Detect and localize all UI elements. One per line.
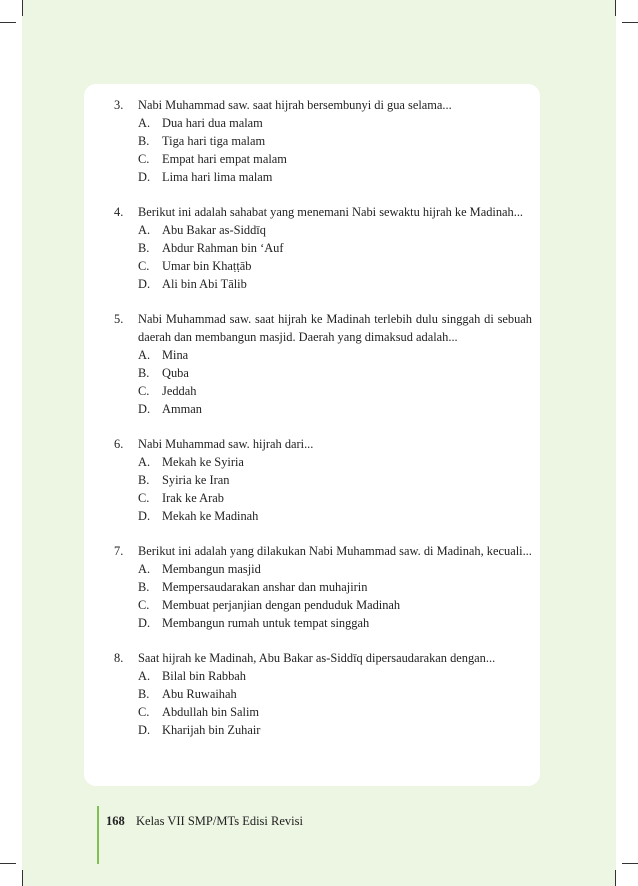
answer-option (138, 453, 532, 471)
option-letter: B. (138, 580, 150, 594)
answer-options (114, 453, 532, 525)
answer-option (138, 382, 532, 400)
answer-option (138, 114, 532, 132)
option-text: Mina (162, 348, 189, 362)
question-number: 8. (114, 651, 124, 665)
question-number: 3. (114, 98, 124, 112)
question-number: 7. (114, 544, 124, 558)
answer-option (138, 471, 532, 489)
question-item (114, 310, 532, 418)
question-text: Nabi Muhammad saw. hijrah dari... (138, 437, 314, 451)
crop-mark-top-left-v (22, 0, 23, 16)
question-number: 5. (114, 312, 124, 326)
option-letter: C. (138, 384, 150, 398)
question-text: Berikut ini adalah yang dilakukan Nabi Muhammad saw. di Madinah, kecuali... (138, 544, 532, 558)
answer-options (114, 346, 532, 418)
question-text: Berikut ini adalah sahabat yang menemani Nabi sewaktu hijrah ke Madinah... (138, 205, 524, 219)
question-stem (114, 310, 532, 346)
page-number: 168 (106, 814, 125, 828)
question-stem (114, 203, 532, 221)
question-item (114, 542, 532, 632)
option-letter: D. (138, 277, 151, 291)
option-text: Abdullah bin Salim (162, 705, 260, 719)
option-letter: A. (138, 116, 151, 130)
option-text: Syiria ke Iran (162, 473, 230, 487)
option-text: Irak ke Arab (162, 491, 224, 505)
question-stem (114, 96, 532, 114)
option-text: Mempersaudarakan anshar dan muhajirin (162, 580, 368, 594)
footer-accent-bar (97, 806, 99, 864)
answer-option (138, 221, 532, 239)
question-item (114, 649, 532, 739)
answer-option (138, 489, 532, 507)
option-letter: B. (138, 473, 150, 487)
question-text: Nabi Muhammad saw. saat hijrah ke Madinah terlebih dulu singgah di sebuah daerah dan membangun masjid. Daerah yang dimaksud adalah... (138, 312, 532, 344)
question-text: Saat hijrah ke Madinah, Abu Bakar as-Siddīq dipersaudarakan dengan... (138, 651, 496, 665)
answer-option (138, 560, 532, 578)
answer-options (114, 114, 532, 186)
option-text: Mekah ke Syiria (162, 455, 244, 469)
option-text: Lima hari lima malam (162, 170, 273, 184)
option-letter: B. (138, 687, 150, 701)
answer-option (138, 721, 532, 739)
question-item (114, 96, 532, 186)
option-letter: D. (138, 723, 151, 737)
option-letter: A. (138, 348, 151, 362)
question-stem (114, 542, 532, 560)
answer-option (138, 400, 532, 418)
option-letter: A. (138, 223, 151, 237)
crop-mark-top-right-v (615, 0, 616, 16)
option-text: Abdur Rahman bin ‘Auf (162, 241, 284, 255)
option-letter: A. (138, 669, 151, 683)
option-letter: A. (138, 562, 151, 576)
question-number: 4. (114, 205, 124, 219)
crop-mark-top-right-h (622, 22, 638, 23)
crop-mark-bottom-right-h (622, 863, 638, 864)
option-text: Quba (162, 366, 189, 380)
option-text: Dua hari dua malam (162, 116, 263, 130)
option-letter: B. (138, 241, 150, 255)
answer-option (138, 685, 532, 703)
option-letter: C. (138, 259, 150, 273)
answer-option (138, 150, 532, 168)
question-text: Nabi Muhammad saw. saat hijrah bersembunyi di gua selama... (138, 98, 452, 112)
answer-option (138, 168, 532, 186)
option-text: Tiga hari tiga malam (162, 134, 266, 148)
question-item (114, 435, 532, 525)
answer-option (138, 239, 532, 257)
answer-option (138, 703, 532, 721)
question-stem (114, 435, 532, 453)
answer-option (138, 257, 532, 275)
option-letter: B. (138, 366, 150, 380)
question-number: 6. (114, 437, 124, 451)
crop-mark-top-left-h (0, 22, 16, 23)
option-text: Amman (162, 402, 202, 416)
crop-mark-bottom-left-h (0, 863, 16, 864)
answer-option (138, 578, 532, 596)
option-text: Jeddah (162, 384, 197, 398)
option-letter: D. (138, 170, 151, 184)
question-item (114, 203, 532, 293)
answer-option (138, 596, 532, 614)
option-text: Umar bin Khaṭṭāb (162, 259, 252, 273)
option-text: Membangun rumah untuk tempat singgah (162, 616, 370, 630)
answer-options (114, 667, 532, 739)
answer-options (114, 560, 532, 632)
option-letter: C. (138, 705, 150, 719)
answer-option (138, 667, 532, 685)
answer-option (138, 364, 532, 382)
option-text: Membuat perjanjian dengan penduduk Madinah (162, 598, 401, 612)
option-letter: A. (138, 455, 151, 469)
option-letter: C. (138, 152, 150, 166)
option-letter: C. (138, 491, 150, 505)
option-text: Membangun masjid (162, 562, 261, 576)
option-letter: D. (138, 402, 151, 416)
answer-options (114, 221, 532, 293)
answer-option (138, 614, 532, 632)
option-text: Empat hari empat malam (162, 152, 287, 166)
option-letter: C. (138, 598, 150, 612)
question-list (114, 96, 532, 756)
crop-mark-bottom-left-v (22, 870, 23, 886)
option-text: Abu Bakar as-Siddīq (162, 223, 266, 237)
option-letter: D. (138, 616, 151, 630)
option-text: Ali bin Abi Tālib (162, 277, 247, 291)
option-letter: D. (138, 509, 151, 523)
crop-mark-bottom-right-v (615, 870, 616, 886)
book-title: Kelas VII SMP/MTs Edisi Revisi (136, 814, 303, 828)
option-letter: B. (138, 134, 150, 148)
option-text: Kharijah bin Zuhair (162, 723, 261, 737)
option-text: Bilal bin Rabbah (162, 669, 246, 683)
answer-option (138, 275, 532, 293)
option-text: Abu Ruwaihah (162, 687, 237, 701)
answer-option (138, 346, 532, 364)
answer-option (138, 507, 532, 525)
option-text: Mekah ke Madinah (162, 509, 259, 523)
question-stem (114, 649, 532, 667)
answer-option (138, 132, 532, 150)
